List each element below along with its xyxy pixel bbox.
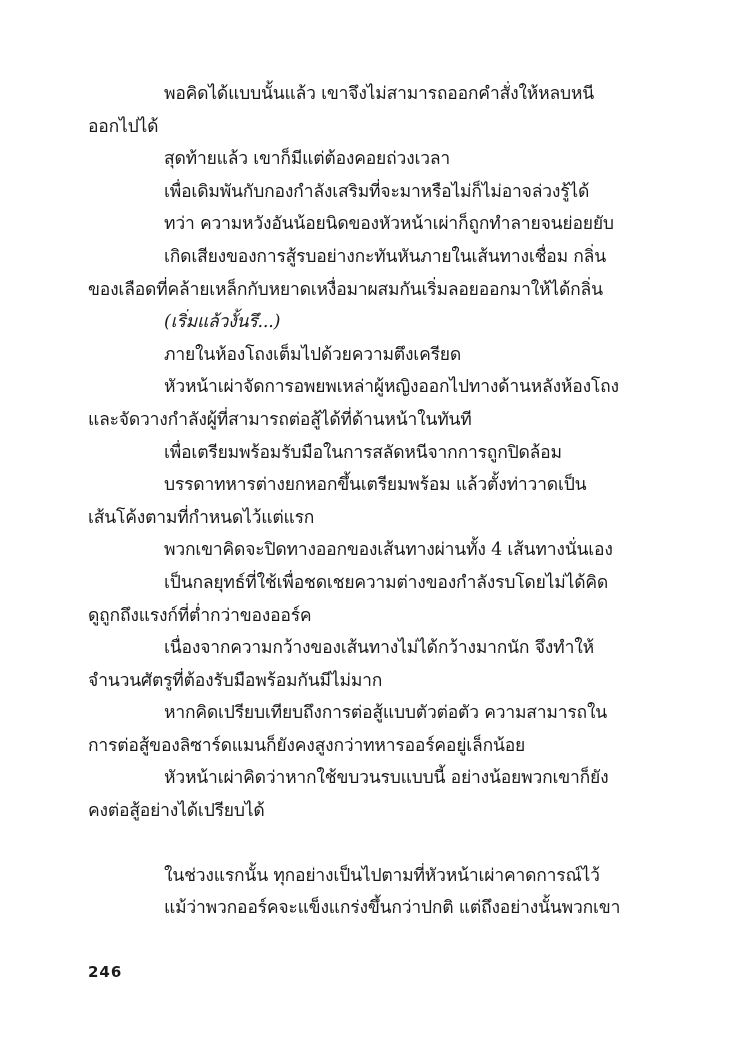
text-line: เพื่อเดิมพันกับกองกำลังเสริมที่จะมาหรือไม่ก็ไม่อาจล่วงรู้ได้ [164,181,590,202]
text-line: ภายในห้องโถงเต็มไปด้วยความตึงเครียด [164,344,462,365]
text-line: เพื่อเตรียมพร้อมรับมือในการสลัดหนีจากการถูกปิดล้อม [164,442,562,463]
text-line: แม้ว่าพวกออร์คจะแข็งแกร่งขึ้นกว่าปกติ แต่ถึงอย่างนั้นพวกเขา [164,898,621,919]
section-gap [88,828,650,860]
text-line: ทว่า ความหวังอันน้อยนิดของหัวหน้าเผ่าก็ถูกทำลายจนย่อยยับ [164,214,614,235]
text-line: พวกเขาคิดจะปิดทางออกของเส้นทางผ่านทั้ง 4 เส้นทางนั่นเอง [164,540,613,561]
text-line: เส้นโค้งตามที่กำหนดไว้แต่แรก [88,507,315,528]
text-line: ออกไปได้ [88,116,159,137]
text-line: พอคิดได้แบบนั้นแล้ว เขาจึงไม่สามารถออกคำสั่งให้หลบหนี [164,84,594,104]
text-line: หัวหน้าเผ่าจัดการอพยพเหล่าผู้หญิงออกไปทางด้านหลังห้องโถง [164,377,619,398]
text-block-continuation [88,860,650,925]
text-line: ในช่วงแรกนั้น ทุกอย่างเป็นไปตามที่หัวหน้าเผ่าคาดการณ์ไว้ [164,865,600,886]
text-line: เกิดเสียงของการสู้รบอย่างกะทันหันภายในเส้นทางเชื่อม กลิ่น [164,246,606,267]
text-line: (เริ่มแล้วงั้นรึ...) [164,312,281,333]
text-line: หัวหน้าเผ่าคิดว่าหากใช้ขบวนรบแบบนี้ อย่างน้อยพวกเขาก็ยัง [164,768,609,789]
text-line: สุดท้ายแล้ว เขาก็มีแต่ต้องคอยถ่วงเวลา [164,149,451,170]
text-line: หากคิดเปรียบเทียบถึงการต่อสู้แบบตัวต่อตัว ความสามารถใน [164,703,608,724]
text-line: บรรดาทหารต่างยกหอกขึ้นเตรียมพร้อม แล้วตั้งท่าวาดเป็น [164,475,587,496]
page-number: 246 [88,963,123,981]
text-line: คงต่อสู้อย่างได้เปรียบได้ [88,801,265,822]
page-body [88,78,650,925]
text-line: เป็นกลยุทธ์ที่ใช้เพื่อชดเชยความต่างของกำลังรบโดยไม่ได้คิด [164,572,609,593]
text-line: ของเลือดที่คล้ายเหล็กกับหยาดเหงื่อมาผสมกันเริ่มลอยออกมาให้ได้กลิ่น [88,279,603,300]
text-line: และจัดวางกำลังผู้ที่สามารถต่อสู้ได้ที่ด้านหน้าในทันที [88,409,472,430]
text-line: การต่อสู้ของลิซาร์ดแมนก็ยังคงสูงกว่าทหารออร์คอยู่เล็กน้อย [88,735,526,756]
text-line: ดูถูกถึงแรงก์ที่ต่ำกว่าของออร์ค [88,605,312,626]
text-line: เนื่องจากความกว้างของเส้นทางไม่ได้กว้างมากนัก จึงทำให้ [164,638,594,659]
text-block-main [88,78,650,828]
text-line: จำนวนศัตรูที่ต้องรับมือพร้อมกันมีไม่มาก [88,670,383,691]
